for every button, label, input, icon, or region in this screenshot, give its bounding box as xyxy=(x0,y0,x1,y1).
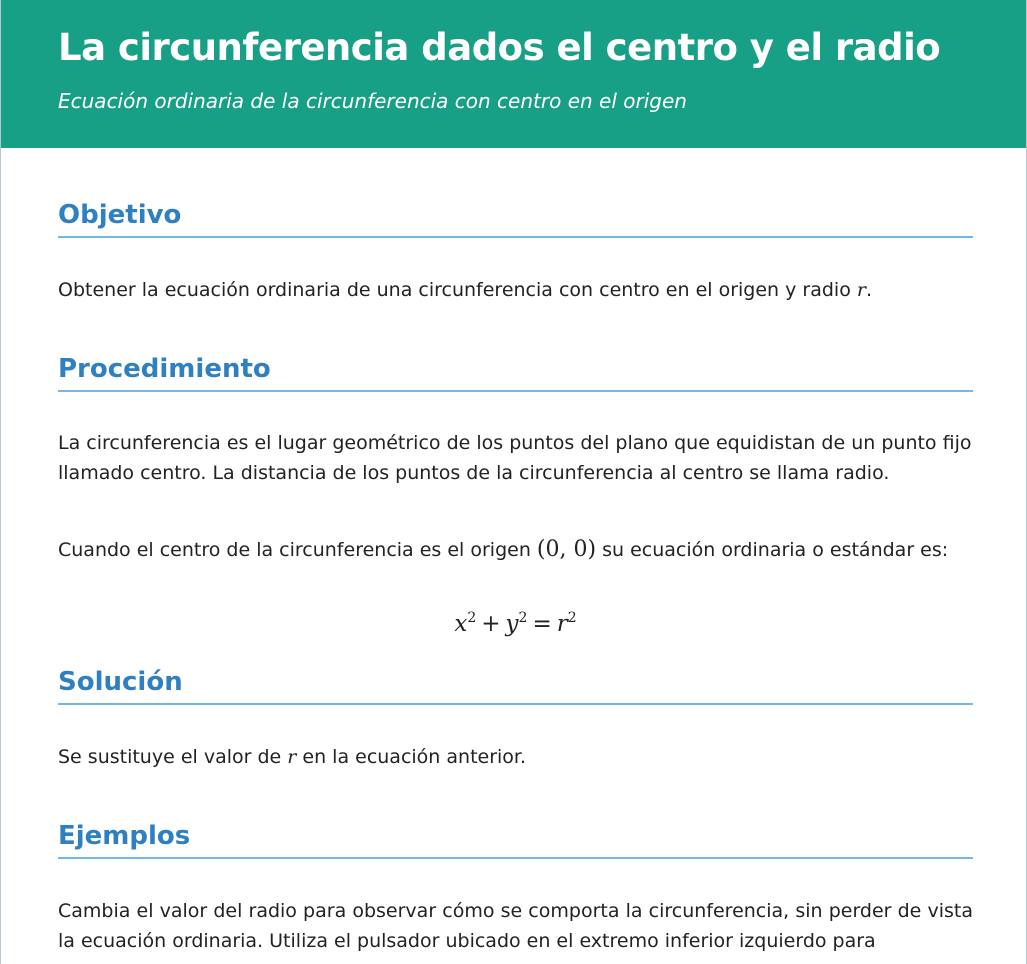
solucion-text: Se sustituye el valor de xyxy=(58,746,288,768)
page-title: La circunferencia dados el centro y el radio xyxy=(58,26,941,69)
math-r-solucion: r xyxy=(287,746,297,768)
section-heading-procedimiento: Procedimiento xyxy=(58,352,973,392)
procedimiento-paragraph-2 xyxy=(58,535,973,565)
header-banner xyxy=(1,0,1027,148)
eq-r-exponent: 2 xyxy=(567,610,577,626)
solucion-paragraph xyxy=(58,742,973,772)
eq-y-exponent: 2 xyxy=(518,610,528,626)
objetivo-text-end: . xyxy=(865,279,873,301)
page-subtitle: Ecuación ordinaria de la circunferencia con centro en el origen xyxy=(58,89,687,113)
objetivo-text: Obtener la ecuación ordinaria de una circunferencia con centro en el origen y radio xyxy=(58,279,857,301)
math-r: r xyxy=(856,279,866,301)
eq-r: r xyxy=(556,611,568,637)
eq-y: y xyxy=(505,611,519,637)
eq-plus: + xyxy=(481,611,501,637)
circle-equation xyxy=(58,610,973,637)
eq-x-exponent: 2 xyxy=(467,610,477,626)
procedimiento-text-end: su ecuación ordinaria o estándar es: xyxy=(596,539,949,561)
procedimiento-paragraph-1: La circunferencia es el lugar geométrico de los puntos del plano que equidistan de un punto fijo llamado centro. La distancia de los puntos de la circunferencia al centro se llama radio. xyxy=(58,432,972,484)
section-heading-solucion: Solución xyxy=(58,665,973,705)
section-heading-ejemplos: Ejemplos xyxy=(58,819,973,859)
ejemplos-paragraph: Cambia el valor del radio para observar cómo se comporta la circunferencia, sin perder de vista la ecuación ordinaria. Utiliza el pulsador ubicado en el extremo inferior izquierdo para xyxy=(58,900,973,952)
eq-equals: = xyxy=(532,611,552,637)
section-heading-objetivo: Objetivo xyxy=(58,198,973,238)
solucion-text-end: en la ecuación anterior. xyxy=(296,746,527,768)
math-origin: (0, 0) xyxy=(536,537,597,562)
procedimiento-text: Cuando el centro de la circunferencia es el origen xyxy=(58,539,537,561)
eq-x: x xyxy=(454,611,468,637)
objetivo-paragraph xyxy=(58,275,973,305)
